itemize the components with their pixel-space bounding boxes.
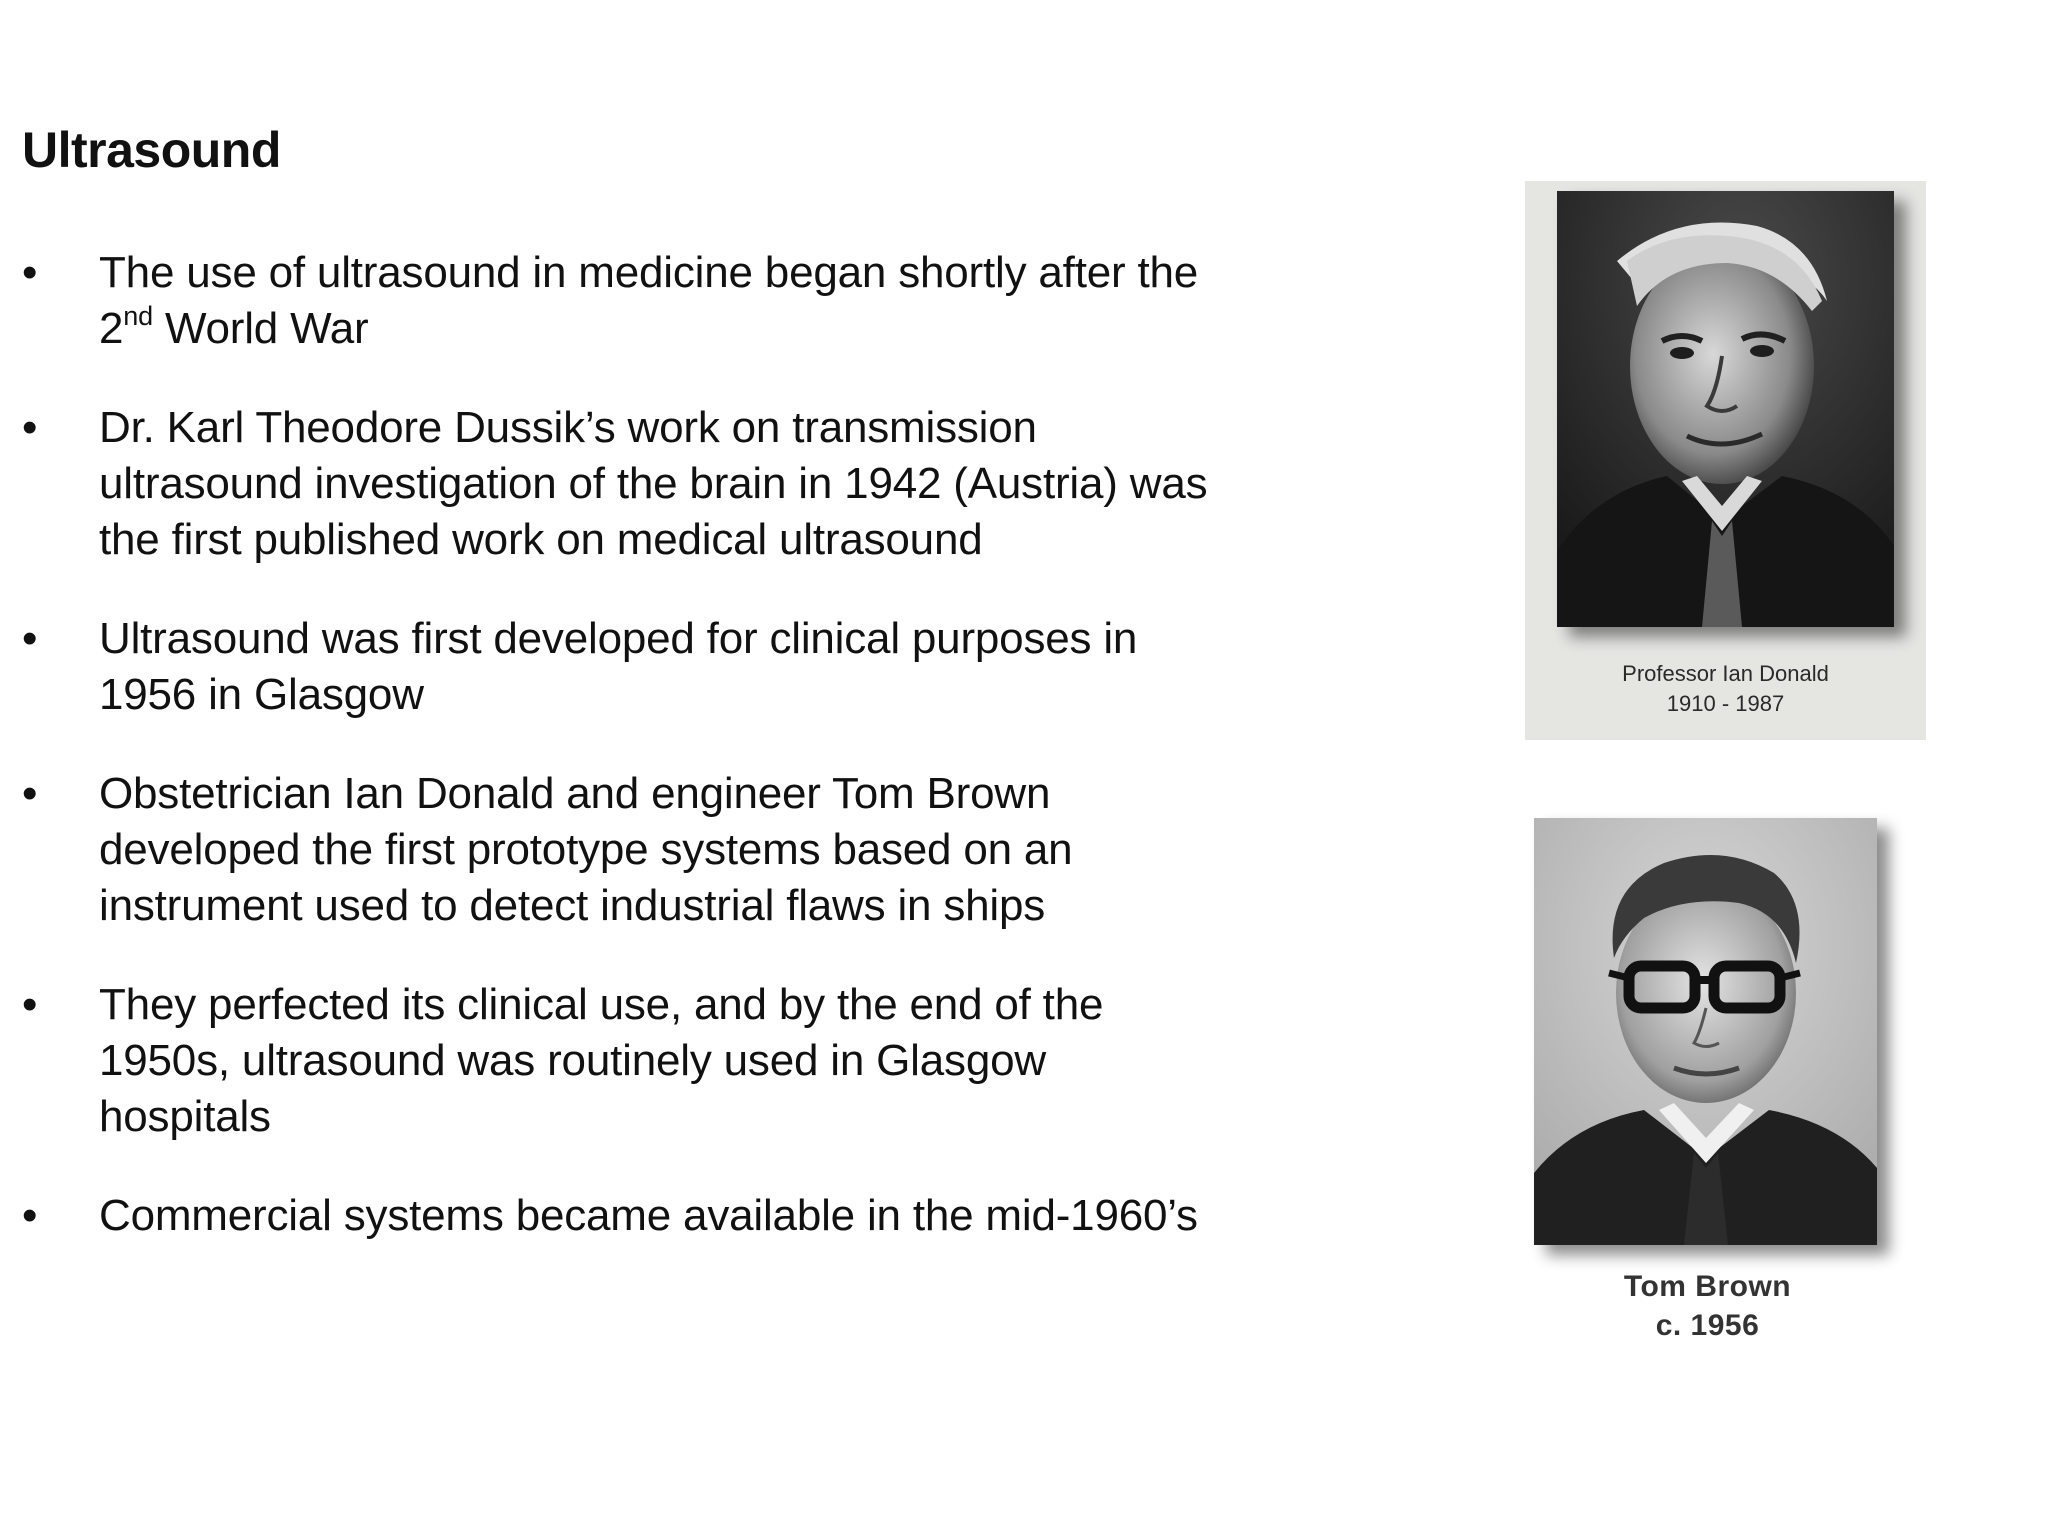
- bullet-line: They perfected its clinical use, and by the end of the: [99, 980, 1104, 1029]
- portrait-photo-ian-donald: [1557, 191, 1894, 627]
- bullet-line: the first published work on medical ultrasound: [99, 515, 983, 564]
- bullet-marker: •: [22, 1191, 38, 1240]
- caption-name: Professor Ian Donald: [1622, 661, 1829, 686]
- bullet-line: hospitals: [99, 1092, 271, 1141]
- bullet-line: [99, 301, 369, 353]
- bullet-text: [99, 400, 1207, 568]
- bullet-line: Dr. Karl Theodore Dussik’s work on transmission: [99, 403, 1037, 452]
- bullet-line: 1950s, ultrasound was routinely used in Glasgow: [99, 1036, 1046, 1085]
- slide-title: Ultrasound: [22, 122, 281, 178]
- portrait-ian-donald-illustration: [1557, 191, 1894, 627]
- caption-date: c. 1956: [1655, 1309, 1760, 1342]
- ordinal-number: 2: [99, 304, 124, 353]
- bullet-item: [22, 766, 1342, 934]
- bullet-marker: •: [22, 248, 38, 297]
- bullet-marker: •: [22, 403, 38, 452]
- bullet-line: The use of ultrasound in medicine began shortly after the: [99, 248, 1199, 297]
- photo-card-ian-donald: [1525, 181, 1926, 740]
- portrait-tom-brown-illustration: [1534, 818, 1877, 1245]
- bullet-line: Obstetrician Ian Donald and engineer Tom Brown: [99, 769, 1051, 818]
- bullet-marker: •: [22, 980, 38, 1029]
- bullet-item: [22, 611, 1342, 723]
- ordinal-suffix: nd: [123, 301, 153, 332]
- caption-name: Tom Brown: [1623, 1270, 1792, 1303]
- portrait-photo-tom-brown: [1534, 818, 1877, 1245]
- bullet-line-end: World War: [152, 304, 369, 353]
- bullet-text: [99, 1188, 1198, 1244]
- bullet-line: Ultrasound was first developed for clinical purposes in: [99, 614, 1138, 663]
- bullet-text: [99, 977, 1103, 1145]
- photo-caption-ian-donald: [1525, 659, 1926, 719]
- bullet-line: 1956 in Glasgow: [99, 670, 424, 719]
- bullet-line: developed the first prototype systems based on an: [99, 825, 1073, 874]
- bullet-item: [22, 400, 1342, 568]
- bullet-text: [99, 611, 1137, 723]
- bullet-marker: •: [22, 769, 38, 818]
- caption-years: 1910 - 1987: [1666, 691, 1785, 716]
- bullet-line: Commercial systems became available in the mid-1960’s: [99, 1191, 1198, 1240]
- bullet-marker: •: [22, 614, 38, 663]
- bullet-item: [22, 977, 1342, 1145]
- bullet-item: [22, 1188, 1342, 1244]
- bullet-line: instrument used to detect industrial flaws in ships: [99, 881, 1046, 930]
- bullet-text: [99, 766, 1072, 934]
- photo-caption-tom-brown: [1530, 1267, 1885, 1345]
- photo-card-tom-brown: [1530, 815, 1930, 1355]
- bullet-text: [99, 245, 1198, 357]
- bullet-line: ultrasound investigation of the brain in 1942 (Austria) was: [99, 459, 1208, 508]
- bullet-list: [22, 245, 1342, 1287]
- bullet-item: [22, 245, 1342, 357]
